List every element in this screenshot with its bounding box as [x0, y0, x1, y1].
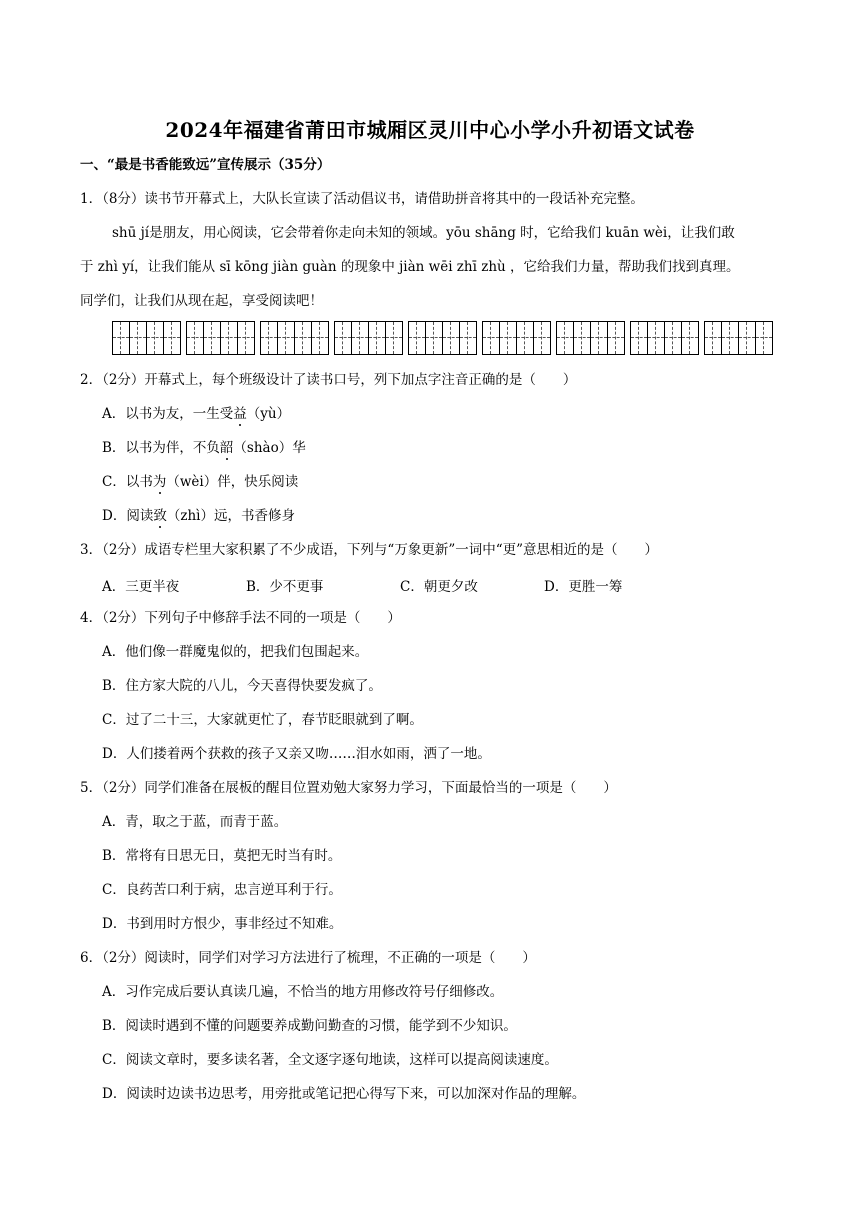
section-heading: 一、“最是书香能致远”宣传展示（35分）	[80, 157, 331, 173]
grid-box-group[interactable]	[704, 321, 773, 355]
question-5-option-c[interactable]: C．良药苦口利于病，忠言逆耳利于行。	[102, 882, 342, 898]
grid-cell[interactable]	[648, 322, 665, 354]
grid-cell[interactable]	[130, 322, 147, 354]
grid-cell[interactable]	[335, 322, 352, 354]
question-6-option-b[interactable]: B．阅读时遇到不懂的问题要养成勤问勤查的习惯，能学到不少知识。	[102, 1018, 517, 1034]
option-text: （wèi）伴，快乐阅读	[166, 474, 299, 490]
grid-cell[interactable]	[113, 322, 130, 354]
grid-cell[interactable]	[238, 322, 254, 354]
question-1-passage-line-1: shū jí是朋友，用心阅读，它会带着你走向未知的领域。yōu shāng 时，它给我们 kuān wèi，让我们敢	[112, 225, 735, 241]
option-text: （yù）	[246, 406, 291, 422]
question-3-stem: 3．（2分）成语专栏里大家积累了不少成语，下列与“万象更新”一词中“更”意思相近的是（ ）	[80, 542, 659, 558]
grid-box-group[interactable]	[186, 321, 255, 355]
grid-cell[interactable]	[682, 322, 698, 354]
question-4-stem: 4．（2分）下列句子中修辞手法不同的一项是（ ）	[80, 610, 401, 626]
question-5-option-a[interactable]: A．青，取之于蓝，而青于蓝。	[102, 814, 288, 830]
page-title: 2024年福建省莆田市城厢区灵川中心小学小升初语文试卷	[165, 118, 695, 142]
question-3-option-b[interactable]: B．少不更事	[246, 579, 324, 595]
grid-box-group[interactable]	[112, 321, 181, 355]
option-text: B．以书为伴，不负	[102, 440, 220, 456]
grid-cell[interactable]	[534, 322, 550, 354]
question-2-option-d[interactable]	[102, 507, 295, 525]
grid-cell[interactable]	[409, 322, 426, 354]
writing-grid[interactable]	[112, 321, 773, 355]
grid-cell[interactable]	[147, 322, 164, 354]
grid-cell[interactable]	[631, 322, 648, 354]
question-2-option-c[interactable]	[102, 473, 298, 491]
grid-cell[interactable]	[722, 322, 739, 354]
grid-cell[interactable]	[517, 322, 534, 354]
question-5-option-d[interactable]: D．书到用时方恨少，事非经过不知难。	[102, 916, 343, 932]
question-6-stem: 6．（2分）阅读时，同学们对学习方法进行了梳理，不正确的一项是（ ）	[80, 950, 536, 966]
grid-cell[interactable]	[369, 322, 386, 354]
question-3-option-c[interactable]: C．朝更夕改	[400, 579, 478, 595]
grid-box-group[interactable]	[556, 321, 625, 355]
option-text: D．阅读	[102, 508, 154, 524]
question-4-option-a[interactable]: A．他们像一群魔鬼似的，把我们包围起来。	[102, 644, 369, 660]
grid-cell[interactable]	[574, 322, 591, 354]
grid-cell[interactable]	[352, 322, 369, 354]
grid-box-group[interactable]	[334, 321, 403, 355]
grid-cell[interactable]	[443, 322, 460, 354]
grid-cell[interactable]	[665, 322, 682, 354]
grid-box-group[interactable]	[482, 321, 551, 355]
question-1-stem: 1．（8分）读书节开幕式上，大队长宣读了活动倡议书，请借助拼音将其中的一段话补充完整。	[80, 191, 644, 207]
question-5-option-b[interactable]: B．常将有日思无日，莫把无时当有时。	[102, 848, 342, 864]
question-3-option-a[interactable]: A．三更半夜	[102, 579, 180, 595]
grid-cell[interactable]	[204, 322, 221, 354]
option-text: （shào）华	[233, 440, 306, 456]
option-text: A．以书为友，一生受	[102, 406, 234, 422]
grid-cell[interactable]	[591, 322, 608, 354]
dotted-char: 致	[153, 508, 167, 524]
question-6-option-d[interactable]: D．阅读时边读书边思考，用旁批或笔记把心得写下来，可以加深对作品的理解。	[102, 1086, 586, 1102]
grid-cell[interactable]	[426, 322, 443, 354]
grid-cell[interactable]	[460, 322, 476, 354]
grid-cell[interactable]	[500, 322, 517, 354]
option-text: C．以书	[102, 474, 153, 490]
grid-cell[interactable]	[739, 322, 756, 354]
dotted-char: 益	[233, 406, 247, 422]
grid-cell[interactable]	[312, 322, 328, 354]
grid-box-group[interactable]	[260, 321, 329, 355]
grid-box-group[interactable]	[408, 321, 477, 355]
dotted-char: 韶	[219, 440, 234, 456]
grid-cell[interactable]	[386, 322, 402, 354]
grid-cell[interactable]	[295, 322, 312, 354]
dotted-char: 为	[152, 474, 167, 490]
option-text: （zhì）远，书香修身	[166, 508, 295, 524]
question-4-option-c[interactable]: C．过了二十三，大家就更忙了，春节眨眼就到了啊。	[102, 712, 423, 728]
question-1-passage-line-3: 同学们，让我们从现在起，享受阅读吧！	[80, 293, 323, 309]
question-2-option-a[interactable]	[102, 405, 290, 423]
grid-cell[interactable]	[221, 322, 238, 354]
question-6-option-c[interactable]: C．阅读文章时，要多读名著，全文逐字逐句地读，这样可以提高阅读速度。	[102, 1052, 558, 1068]
grid-cell[interactable]	[608, 322, 624, 354]
grid-cell[interactable]	[705, 322, 722, 354]
grid-cell[interactable]	[278, 322, 295, 354]
question-4-option-d[interactable]: D．人们搂着两个获救的孩子又亲又吻……泪水如雨，洒了一地。	[102, 746, 491, 762]
grid-cell[interactable]	[483, 322, 500, 354]
grid-cell[interactable]	[164, 322, 180, 354]
question-2-stem: 2．（2分）开幕式上，每个班级设计了读书口号，列下加点字注音正确的是（ ）	[80, 372, 577, 388]
question-2-option-b[interactable]	[102, 439, 306, 457]
question-3-option-d[interactable]: D．更胜一筹	[544, 579, 623, 595]
question-6-option-a[interactable]: A．习作完成后要认真读几遍，不恰当的地方用修改符号仔细修改。	[102, 984, 504, 1000]
grid-cell[interactable]	[756, 322, 772, 354]
question-1-passage-line-2: 于 zhì yí，让我们能从 sī kōng jiàn guàn 的现象中 jiàn wēi zhī zhù ，它给我们力量，帮助我们找到真理。	[80, 259, 740, 275]
grid-box-group[interactable]	[630, 321, 699, 355]
question-5-stem: 5．（2分）同学们准备在展板的醒目位置劝勉大家努力学习，下面最恰当的一项是（ ）	[80, 780, 617, 796]
grid-cell[interactable]	[557, 322, 574, 354]
question-4-option-b[interactable]: B．住方家大院的八儿，今天喜得快要发疯了。	[102, 678, 382, 694]
grid-cell[interactable]	[261, 322, 278, 354]
grid-cell[interactable]	[187, 322, 204, 354]
